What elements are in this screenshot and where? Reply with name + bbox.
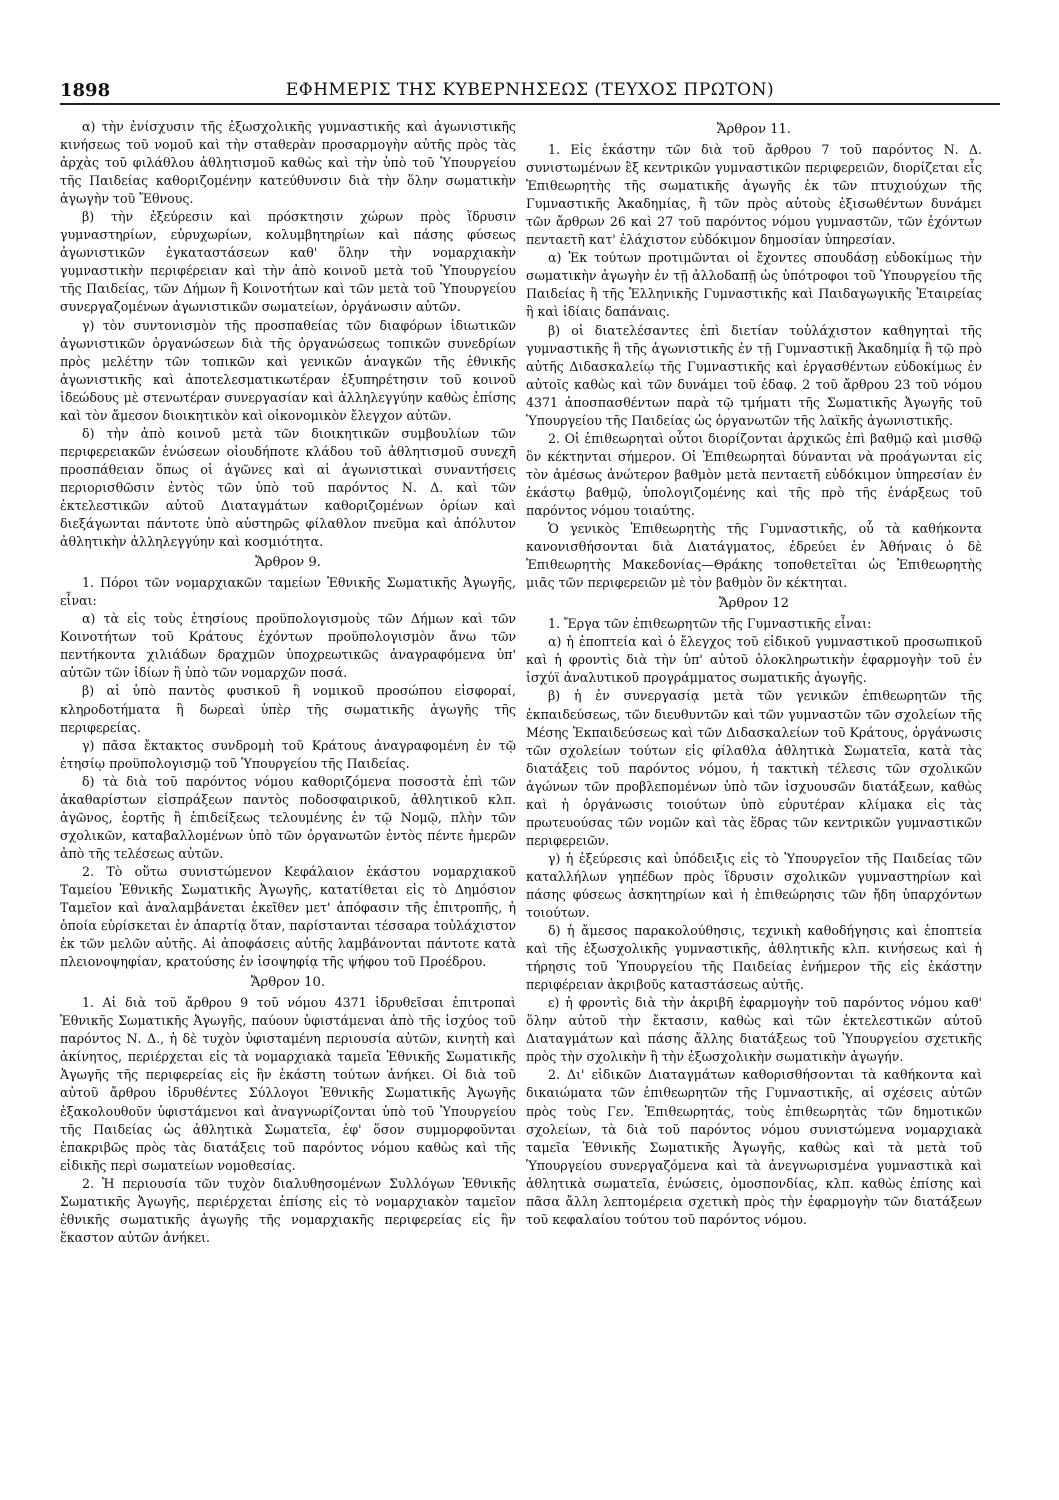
article-heading: Ἄρθρον 9. bbox=[255, 555, 321, 571]
gazette-title: ΕΦΗΜΕΡΙΣ ΤΗΣ ΚΥΒΕΡΝΗΣΕΩΣ (ΤΕΥΧΟΣ ΠΡΩΤΟΝ) bbox=[285, 80, 775, 100]
article-heading: Ἄρθρον 12 bbox=[718, 596, 790, 612]
paragraph: β) αἱ ὑπὸ παντὸς φυσικοῦ ἢ νομικοῦ προσώπου εἰσφοραί, κληροδοτήματα ἢ δωρεαὶ ὑπὲρ τῆς σωματικῆς ἀγωγῆς τῆς περιφερείας. bbox=[60, 683, 516, 735]
paragraph: α) τὴν ἐνίσχυσιν τῆς ἐξωσχολικῆς γυμναστικῆς καὶ ἀγωνιστικῆς κινήσεως τοῦ νομοῦ καὶ τὴν σταθερὰν προσαρμογὴν αὐτῆς πρὸς τὰς ἀρχὰς τοῦ φιλάθλου ἀθλητισμοῦ καθὼς καὶ τὴν ὑπὸ τοῦ Ὑπουργείου τῆς Παιδείας καθοριζομένην κατεύθυνσιν διὰ τὴν ὅλην σωματικὴν ἀγωγὴν τοῦ Ἔθνους. bbox=[60, 119, 516, 207]
paragraph: γ) τὸν συντονισμὸν τῆς προσπαθείας τῶν διαφόρων ἰδιωτικῶν ἀγωνιστικῶν ὀργανώσεων διὰ τῆς ὀργανώσεως τοπικῶν συνεδρίων πρὸς μελέτην τῶν τοπικῶν καὶ γενικῶν ἀναγκῶν τῆς ἐθνικῆς ἀγωνιστικῆς καὶ ἀποτελεσματικωτέραν ἐξυπηρέτησιν τοῦ κοινοῦ ἰδεώδους μὲ στενωτέραν συνεργασίαν καὶ ἀλληλεγγύην καθὼς ἐπίσης καὶ τὸν ἄμεσον διοικητικὸν καὶ οἰκονομικὸν ἔλεγχον αὐτῶν. bbox=[60, 317, 516, 423]
right-column bbox=[526, 118, 982, 1229]
article-heading: Ἄρθρον 10. bbox=[250, 975, 326, 991]
paragraph: δ) τὰ διὰ τοῦ παρόντος νόμου καθοριζόμενα ποσοστὰ ἐπὶ τῶν ἀκαθαρίστων εἰσπράξεων παντὸς ποδοσφαιρικοῦ, ἀθλητικοῦ κλπ. ἀγῶνος, ἑορτῆς ἢ ἐπιδείξεως τελουμένης ἐν τῷ Νομῷ, πλὴν τῶν σχολικῶν, καταβαλλομένων ὑπὸ τῶν ὀργανωτῶν ἐντὸς πέντε ἡμερῶν ἀπὸ τῆς τελέσεως αὐτῶν. bbox=[60, 773, 516, 861]
paragraph: β) οἱ διατελέσαντες ἐπὶ διετίαν τοὐλάχιστον καθηγηταὶ τῆς γυμναστικῆς ἢ τῆς ἀγωνιστικῆς ἐν τῇ Γυμναστικῇ Ἀκαδημίᾳ ἢ τῷ πρὸ αὐτῆς Διδασκαλείῳ τῆς Γυμναστικῆς καὶ ἐργασθέντων εὐδοκίμως ἐν αὐτοῖς καθὼς καὶ τῶν δυνάμει τοῦ ἐδαφ. 2 τοῦ ἄρθρου 23 τοῦ νόμου 4371 ἀποσπασθέντων παρὰ τῷ τμήματι τῆς Σωματικῆς Ἀγωγῆς τοῦ Ὑπουργείου τῆς Παιδείας ὡς ὀργανωτῶν τῆς λαϊκῆς ἀγωνιστικῆς. bbox=[526, 322, 982, 428]
paragraph: α) τὰ εἰς τοὺς ἐτησίους προϋπολογισμοὺς τῶν Δήμων καὶ τῶν Κοινοτήτων τοῦ Κράτους ἐχόντων προϋπολογισμὸν ἄνω τῶν πεντήκοντα χιλιάδων δραχμῶν ὑποχρεωτικῶς ἀναγραφόμενα ὑπ' αὐτῶν τῶν ἰδίων ἢ ὑπὸ τῶν νομαρχῶν ποσά. bbox=[60, 611, 516, 681]
article-heading: Ἄρθρον 11. bbox=[716, 122, 792, 137]
paragraph: 1. Εἰς ἑκάστην τῶν διὰ τοῦ ἄρθρου 7 τοῦ παρόντος Ν. Δ. συνιστωμένων ἓξ κεντρικῶν γυμναστικῶν περιφερειῶν, διορίζεται εἷς Ἐπιθεωρητὴς τῆς σωματικῆς ἀγωγῆς ἐκ τῶν πτυχιούχων τῆς Γυμναστικῆς Ἀκαδημίας, ἢ τῶν πρὸς αὐτοὺς ἐξισωθέντων δυνάμει τῶν ἄρθρων 26 καὶ 27 τοῦ παρόντος νόμου γυμναστῶν, τῶν ἐχόντων πενταετῆ κατ' ἐλάχιστον εὐδόκιμον δημοσίαν ὑπηρεσίαν. bbox=[526, 142, 982, 248]
paragraph: 1. Αἱ διὰ τοῦ ἄρθρου 9 τοῦ νόμου 4371 ἱδρυθεῖσαι ἐπιτροπαὶ Ἐθνικῆς Σωματικῆς Ἀγωγῆς, παύουν ὑφιστάμεναι ἀπὸ τῆς ἰσχύος τοῦ παρόντος Ν. Δ., ἡ δὲ τυχὸν ὑφισταμένη περιουσία αὐτῶν, κινητὴ καὶ ἀκίνητος, περιέρχεται εἰς τὰ νομαρχιακὰ ταμεῖα Ἐθνικῆς Σωματικῆς Ἀγωγῆς τῆς περιφερείας εἰς ἣν ἑκάστη τούτων ἀνήκει. Οἱ διὰ τοῦ αὐτοῦ ἄρθρου ἱδρυθέντες Σύλλογοι Ἐθνικῆς Σωματικῆς Ἀγωγῆς ἐξακολουθοῦν ὑφιστάμενοι καὶ ἀναγνωρίζονται ὑπὸ τοῦ Ὑπουργείου τῆς Παιδείας ὡς ἀθλητικὰ Σωματεῖα, ἐφ' ὅσον συμμορφοῦνται ἐπακριβῶς πρὸς τὰς διατάξεις τοῦ παρόντος νόμου καθὼς καὶ τῆς εἰδικῆς περὶ σωματείων νομοθεσίας. bbox=[60, 995, 516, 1173]
paragraph: α) ἡ ἐποπτεία καὶ ὁ ἔλεγχος τοῦ εἰδικοῦ γυμναστικοῦ προσωπικοῦ καὶ ἡ φροντὶς διὰ τὴν ὑπ' αὐτοῦ ὁλοκληρωτικὴν ἐφαρμογὴν τοῦ ἐν ἰσχύϊ ἀναλυτικοῦ προγράμματος σωματικῆς ἀγωγῆς. bbox=[526, 634, 982, 686]
paragraph: α) Ἐκ τούτων προτιμῶνται οἱ ἔχοντες σπουδάσῃ εὐδοκίμως τὴν σωματικὴν ἀγωγὴν ἐν τῇ ἀλλοδαπῇ ὡς ὑπότροφοι τοῦ Ὑπουργείου τῆς Παιδείας ἢ τῆς Ἑλληνικῆς Γυμναστικῆς καὶ Παιδαγωγικῆς Ἑταιρείας ἢ καὶ ἰδίαις δαπάναις. bbox=[526, 250, 982, 320]
paragraph: δ) τὴν ἀπὸ κοινοῦ μετὰ τῶν διοικητικῶν συμβουλίων τῶν περιφερειακῶν ἑνώσεων οἱουδήποτε κλάδου τοῦ ἀθλητισμοῦ συνεχῆ προσπάθειαν ὅπως οἱ ἀγῶνες καὶ αἱ ἀγωνιστικαὶ συναντήσεις περιορισθῶσιν ἐντὸς τῶν ὑπὸ τοῦ παρόντος Ν. Δ. καὶ τῶν ἐκτελεστικῶν αὐτοῦ Διαταγμάτων καθοριζομένων ὁρίων καὶ διεξάγωνται πάντοτε ὑπὸ αὐστηρῶς φίλαθλον πνεῦμα καὶ ἀπόλυτον ἀθλητικὴν ἀλληλεγγύην καὶ κοσμιότητα. bbox=[60, 425, 516, 550]
paragraph: γ) πᾶσα ἔκτακτος συνδρομὴ τοῦ Κράτους ἀναγραφομένη ἐν τῷ ἐτησίῳ προϋπολογισμῷ τοῦ Ὑπουργείου τῆς Παιδείας. bbox=[60, 737, 516, 771]
paragraph: β) τὴν ἐξεύρεσιν καὶ πρόσκτησιν χώρων πρὸς ἵδρυσιν γυμναστηρίων, εὐρυχωρίων, κολυμβητηρίων καὶ πάσης φύσεως ἀγωνιστικῶν ἐγκαταστάσεων καθ' ὅλην τὴν νομαρχιακὴν γυμναστικὴν περιφέρειαν καὶ τὴν ἀπὸ κοινοῦ μετὰ τοῦ Ὑπουργείου τῆς Παιδείας, τῶν Δήμων ἢ Κοινοτήτων καὶ τῶν μετὰ τοῦ Ὑπουργείου συνεργαζομένων ἀγωνιστικῶν σωματείων, ὀργάνωσιν αὐτῶν. bbox=[60, 209, 516, 315]
paragraph: γ) ἡ ἐξεύρεσις καὶ ὑπόδειξις εἰς τὸ Ὑπουργεῖον τῆς Παιδείας τῶν καταλλήλων γηπέδων πρὸς ἵδρυσιν σχολικῶν γυμναστηρίων καὶ πάσης φύσεως ἀσκητηρίων καὶ ἡ ἐπιθεώρησις τῶν ἤδη ὑπαρχόντων τοιούτων. bbox=[526, 850, 982, 921]
paragraph: β) ἡ ἐν συνεργασίᾳ μετὰ τῶν γενικῶν ἐπιθεωρητῶν τῆς ἐκπαιδεύσεως, τῶν διευθυντῶν καὶ τῶν γυμναστῶν τῶν σχολείων τῆς Μέσης Ἐκπαιδεύσεως καὶ τῶν Διδασκαλείων τοῦ Κράτους, ὀργάνωσις τῶν σχολείων τούτων εἰς φίλαθλα ἀθλητικὰ Σωματεῖα, κατὰ τὰς διατάξεις τοῦ παρόντος νόμου, ἡ τακτικὴ τέλεσις τῶν σχολικῶν ἀγώνων τῶν προβλεπομένων ὑπὸ τῶν ἰσχυουσῶν διατάξεων, καθὼς καὶ ἡ ὀργάνωσις τοιούτων ὑπὸ εὐρυτέραν κλίμακα εἰς τὰς πρωτευούσας τῶν νομῶν καὶ τὰς ἕδρας τῶν κεντρικῶν γυμναστικῶν περιφερειῶν. bbox=[526, 688, 982, 848]
paragraph: 2. Ἡ περιουσία τῶν τυχὸν διαλυθησομένων Συλλόγων Ἐθνικῆς Σωματικῆς Ἀγωγῆς, περιέρχεται ἐπίσης εἰς τὸ νομαρχιακὸν ταμεῖον ἐθνικῆς σωματικῆς ἀγωγῆς τῆς νομαρχιακῆς περιφερείας εἰς ἣν ἕκαστον αὐτῶν ἀνήκει. bbox=[60, 1175, 516, 1245]
paragraph: 2. Τὸ οὕτω συνιστώμενον Κεφάλαιον ἑκάστου νομαρχιακοῦ Ταμείου Ἐθνικῆς Σωματικῆς Ἀγωγῆς, κατατίθεται εἰς τὸ Δημόσιον Ταμεῖον καὶ ἀναλαμβάνεται ἐκεῖθεν μετ' ἀπόφασιν τῆς ἐπιτροπῆς, ἡ ὁποία εὑρίσκεται ἐν ἀπαρτίᾳ ὅταν, παρίστανται τέσσαρα τοὐλάχιστον ἐκ τῶν μελῶν αὐτῆς. Αἱ ἀποφάσεις αὐτῆς λαμβάνονται πάντοτε κατὰ πλειονοψηφίαν, κρατούσης ἐν ἰσοψηφίᾳ τῆς ψήφου τοῦ Προέδρου. bbox=[60, 863, 516, 970]
header-rule bbox=[60, 103, 1000, 105]
paragraph: ε) ἡ φροντὶς διὰ τὴν ἀκριβῆ ἐφαρμογὴν τοῦ παρόντος νόμου καθ' ὅλην αὐτοῦ τὴν ἔκτασιν, καθὼς καὶ τῶν ἐκτελεστικῶν αὐτοῦ Διαταγμάτων καὶ πάσης ἄλλης διατάξεως τοῦ Ὑπουργείου σχετικῆς πρὸς τὴν σχολικὴν ἢ τὴν ἐξωσχολικὴν σωματικὴν ἀγωγήν. bbox=[526, 995, 982, 1065]
paragraph: δ) ἡ ἄμεσος παρακολούθησις, τεχνικὴ καθοδήγησις καὶ ἐποπτεία καὶ τῆς ἐξωσχολικῆς γυμναστικῆς, ἀθλητικῆς κλπ. κινήσεως καὶ ἡ τήρησις τοῦ Ὑπουργείου τῆς Παιδείας ἐνήμερον τῆς εἰς ἑκάστην περιφέρειαν ἀκριβοῦς καταστάσεως αὐτῆς. bbox=[526, 923, 982, 993]
left-column bbox=[60, 118, 516, 1247]
paragraph: 1. Ἔργα τῶν ἐπιθεωρητῶν τῆς Γυμναστικῆς εἶναι: bbox=[548, 616, 872, 632]
paragraph: Ὁ γενικὸς Ἐπιθεωρητὴς τῆς Γυμναστικῆς, οὗ τὰ καθήκοντα κανονισθήσονται διὰ Διατάγματος, ἑδρεύει ἐν Ἀθήναις ὁ δὲ Ἐπιθεωρητὴς Μακεδονίας—Θράκης τοποθετεῖται ὡς Ἐπιθεωρητὴς μιᾶς τῶν περιφερειῶν μὲ τὸν βαθμὸν ὃν κέκτηται. bbox=[526, 521, 982, 591]
paragraph: 1. Πόροι τῶν νομαρχιακῶν ταμείων Ἐθνικῆς Σωματικῆς Ἀγωγῆς, εἶναι: bbox=[60, 575, 516, 609]
paragraph: 2. Οἱ ἐπιθεωρηταὶ οὗτοι διορίζονται ἀρχικῶς ἐπὶ βαθμῷ καὶ μισθῷ ὃν κέκτηνται σήμερον. Οἱ Ἐπιθεωρηταὶ δύνανται νὰ προάγωνται εἰς τὸν ἀμέσως ἀνώτερον βαθμὸν μετὰ πενταετῆ εὐδόκιμον ὑπηρεσίαν ἐν ἑκάστῳ βαθμῷ, ὑπολογιζομένης καὶ τῆς πρὸ τῆς ἐνάρξεως τοῦ παρόντος νόμου τοιαύτης. bbox=[526, 430, 982, 518]
page-number: 1898 bbox=[60, 80, 111, 101]
paragraph: 2. Δι' εἰδικῶν Διαταγμάτων καθορισθήσονται τὰ καθήκοντα καὶ δικαιώματα τῶν ἐπιθεωρητῶν τῆς Γυμναστικῆς, αἱ σχέσεις αὐτῶν πρὸς τοὺς Γεν. Ἐπιθεωρητάς, τοὺς ἐπιθεωρητὰς τῶν δημοτικῶν σχολείων, τὰ διὰ τοῦ παρόντος νόμου συνιστώμενα νομαρχιακὰ ταμεῖα Ἐθνικῆς Σωματικῆς Ἀγωγῆς, καθὼς καὶ τὰ μετὰ τοῦ Ὑπουργείου συνεργαζόμενα καὶ τὰ ἀνεγνωρισμένα γυμναστικὰ καὶ ἀθλητικὰ σωματεῖα, ἑνώσεις, ὁμοσπονδίας, κλπ. καθὼς ἐπίσης καὶ πᾶσα ἄλλη λεπτομέρεια σχετικὴ πρὸς τὴν ἐφαρμογὴν τῶν διατάξεων τοῦ κεφαλαίου τούτου τοῦ παρόντος νόμου. bbox=[526, 1067, 982, 1227]
